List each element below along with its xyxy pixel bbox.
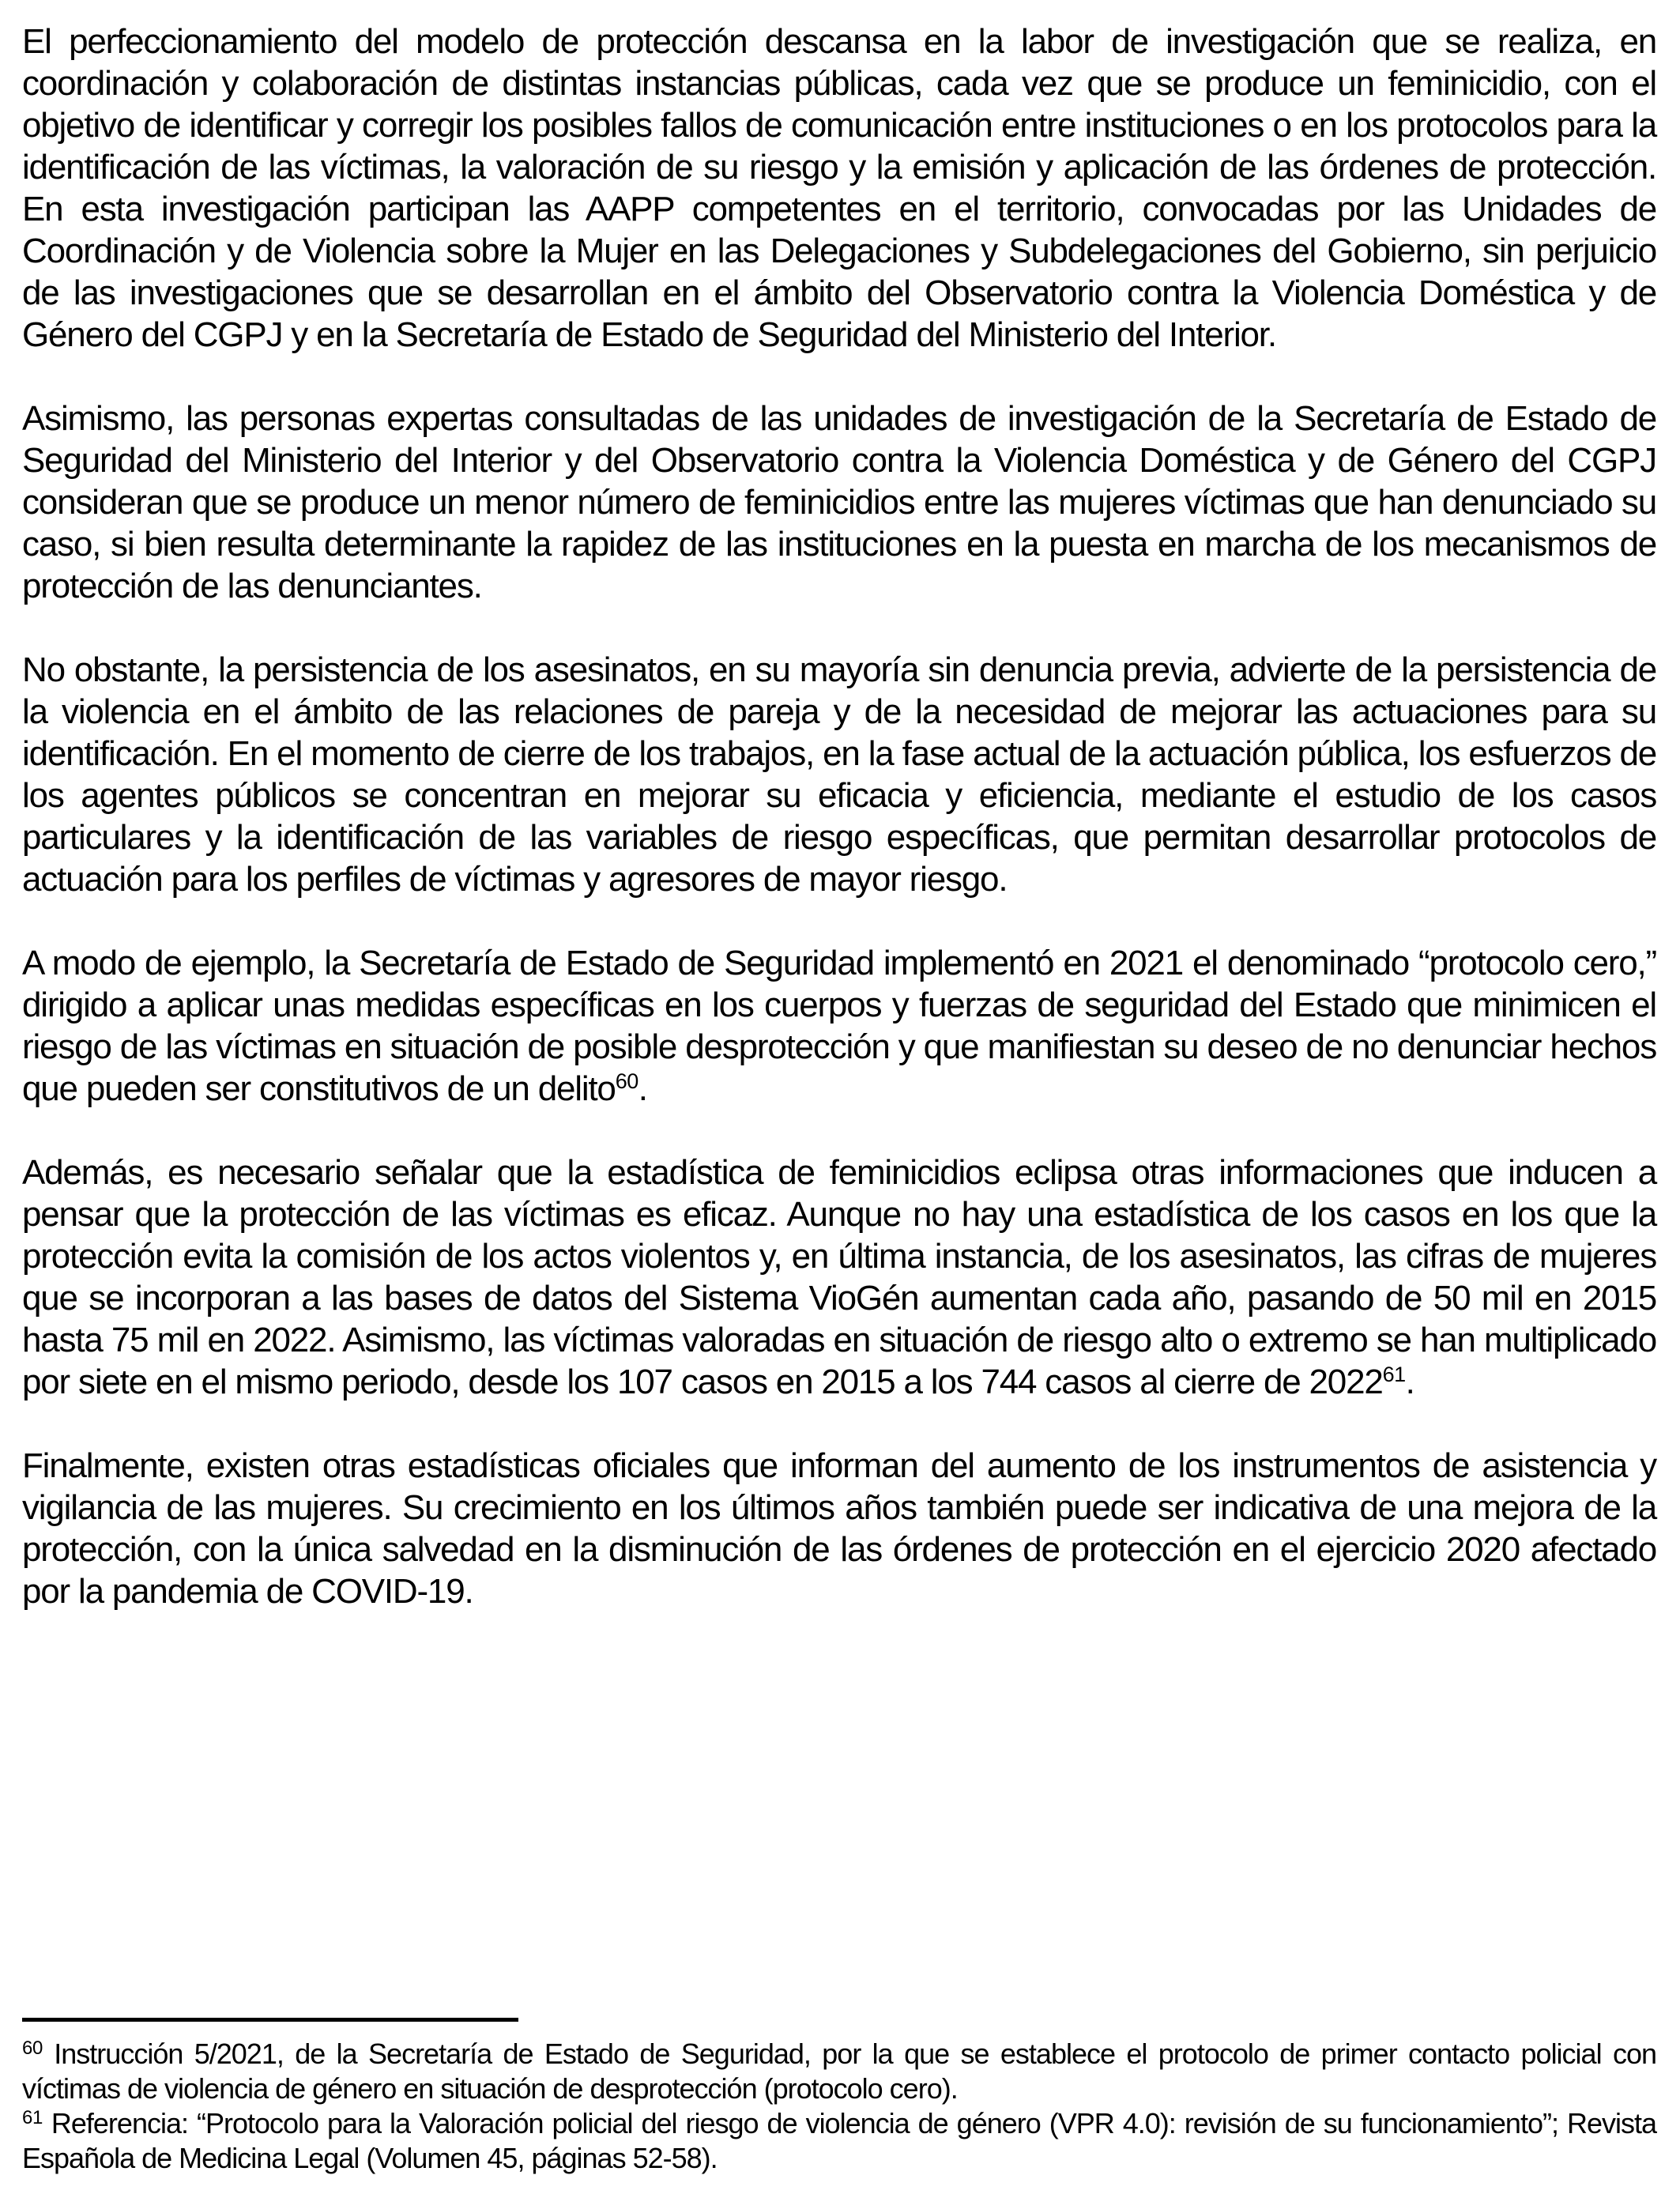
footnote-60 xyxy=(22,2037,1656,2106)
footnote-61 xyxy=(22,2106,1656,2176)
footnote-61-text: Referencia: “Protocolo para la Valoración policial del riesgo de violencia de género (VPR 4.0): revisión de su funcionamiento”; Revista Española de Medicina Legal (Volumen 45, páginas 52-58). xyxy=(22,2107,1656,2174)
footnotes-section xyxy=(22,2018,1656,2176)
paragraph-5-text: Además, es necesario señalar que la estadística de feminicidios eclipsa otras informaciones que inducen a pensar que la protección de las víctimas es eficaz. Aunque no hay una estadística de los casos en los que la protección evita la comisión de los actos violentos y, en última instancia, de los asesinatos, las cifras de mujeres que se incorporan a las bases de datos del Sistema VioGén aumentan cada año, pasando de 50 mil en 2015 hasta 75 mil en 2022. Asimismo, las víctimas valoradas en situación de riesgo alto o extremo se han multiplicado por siete en el mismo periodo, desde los 107 casos en 2015 a los 744 casos al cierre de 2022 xyxy=(22,1153,1656,1401)
paragraph-6: Finalmente, existen otras estadísticas oficiales que informan del aumento de los instrumentos de asistencia y vigilancia de las mujeres. Su crecimiento en los últimos años también puede ser indicativa de una mejora de la protección, con la única salvedad en la disminución de las órdenes de protección en el ejercicio 2020 afectado por la pandemia de COVID-19. xyxy=(22,1446,1656,1611)
paragraph-4 xyxy=(22,942,1656,1110)
footnote-reference-60: 60 xyxy=(615,1069,638,1094)
paragraph-3: No obstante, la persistencia de los asesinatos, en su mayoría sin denuncia previa, advierte de la persistencia de la violencia en el ámbito de las relaciones de pareja y de la necesidad de mejorar las actuaciones para su identificación. En el momento de cierre de los trabajos, en la fase actual de la actuación pública, los esfuerzos de los agentes públicos se concentran en mejorar su eficacia y eficiencia, mediante el estudio de los casos particulares y la identificación de las variables de riesgo específicas, que permitan desarrollar protocolos de actuación para los perfiles de víctimas y agresores de mayor riesgo. xyxy=(22,650,1656,899)
paragraph-5 xyxy=(22,1152,1656,1403)
paragraph-2: Asimismo, las personas expertas consultadas de las unidades de investigación de la Secretaría de Estado de Seguridad del Ministerio del Interior y del Observatorio contra la Violencia Doméstica y de Género del CGPJ consideran que se produce un menor número de feminicidios entre las mujeres víctimas que han denunciado su caso, si bien resulta determinante la rapidez de las instituciones en la puesta en marcha de los mecanismos de protección de las denunciantes. xyxy=(22,399,1656,605)
paragraph-4-period: . xyxy=(638,1069,647,1108)
document-body xyxy=(22,21,1656,1654)
paragraph-1: El perfeccionamiento del modelo de protección descansa en la labor de investigación que se realiza, en coordinación y colaboración de distintas instancias públicas, cada vez que se produce un feminicidio, con el objetivo de identificar y corregir los posibles fallos de comunicación entre instituciones o en los protocolos para la identificación de las víctimas, la valoración de su riesgo y la emisión y aplicación de las órdenes de protección. En esta investigación participan las AAPP competentes en el territorio, convocadas por las Unidades de Coordinación y de Violencia sobre la Mujer en las Delegaciones y Subdelegaciones del Gobierno, sin perjuicio de las investigaciones que se desarrollan en el ámbito del Observatorio contra la Violencia Doméstica y de Género del CGPJ y en la Secretaría de Estado de Seguridad del Ministerio del Interior. xyxy=(22,22,1656,354)
paragraph-4-text: A modo de ejemplo, la Secretaría de Estado de Seguridad implementó en 2021 el denominado “protocolo cero,” dirigido a aplicar unas medidas específicas en los cuerpos y fuerzas de seguridad del Estado que minimicen el riesgo de las víctimas en situación de posible desprotección y que manifiestan su deseo de no denunciar hechos que pueden ser constitutivos de un delito xyxy=(22,944,1656,1108)
footnote-separator xyxy=(22,2018,518,2022)
footnote-60-text: Instrucción 5/2021, de la Secretaría de Estado de Seguridad, por la que se establece el protocolo de primer contacto policial con víctimas de violencia de género en situación de desprotección (protocolo cero). xyxy=(22,2038,1656,2105)
footnote-reference-61: 61 xyxy=(1382,1363,1406,1387)
footnote-60-marker: 60 xyxy=(22,2038,43,2059)
footnote-61-marker: 61 xyxy=(22,2107,43,2128)
paragraph-5-period: . xyxy=(1405,1363,1414,1401)
